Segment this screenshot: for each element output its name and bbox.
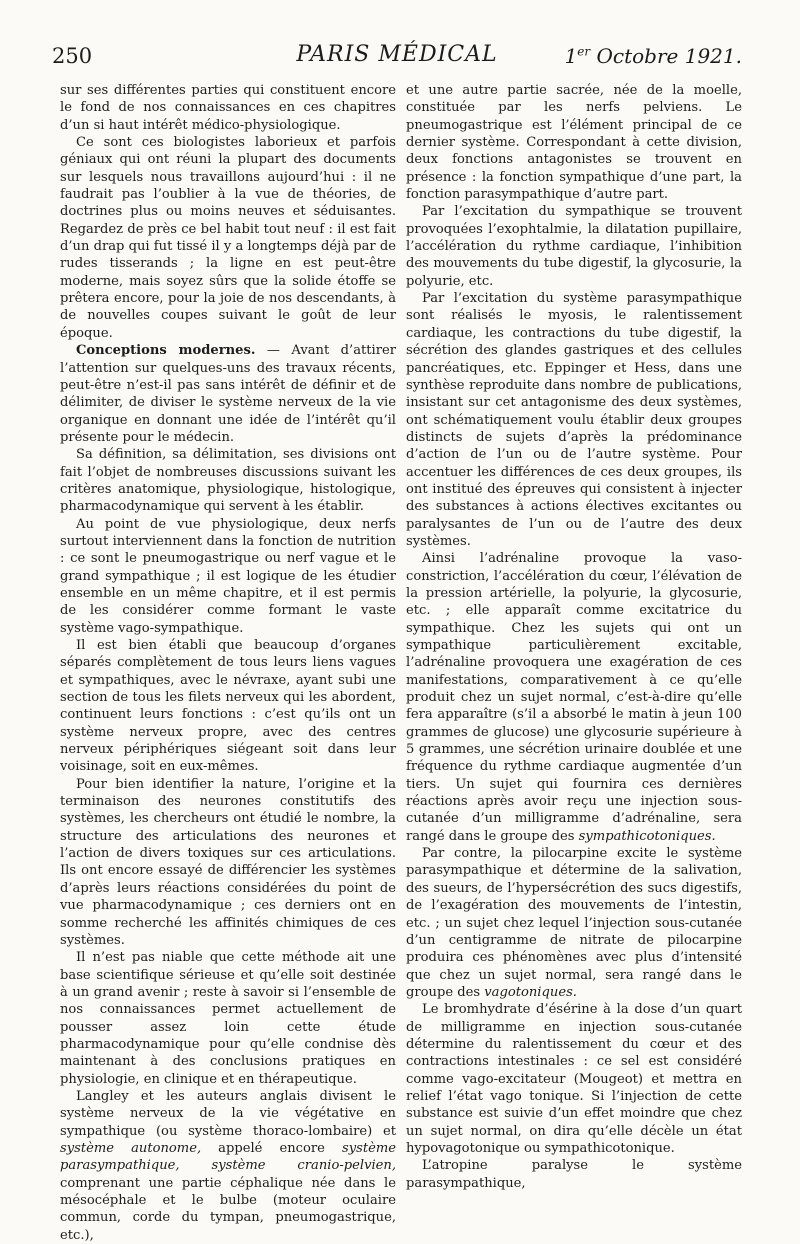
italic-term: système parasympathique, système cranio-pelvien, [60,1140,396,1174]
issue-date [565,44,742,68]
left-column [60,82,396,1244]
paragraph-text: comprenant une partie céphalique née dans le mésocéphale et le bulbe (moteur oculaire commun, corde du tympan, pneumogastrique, etc.), [60,1175,396,1243]
paragraph-text: appelé encore [201,1140,342,1156]
running-header [52,42,742,76]
paragraph: Pour bien identifier la nature, l’origine et la terminaison des neurones constitutifs des systèmes, les chercheurs ont étudié le nombre, la structure des articulations des neurones et l’action de divers toxiques sur ces articulations. Ils ont encore essayé de différencier les systèmes d’après leurs réactions considérées du point de vue pharmacodynamique ; ces derniers ont en somme recherché les affinités chimiques de ces systèmes. [60,776,396,948]
paragraph-text: Ainsi l’adrénaline provoque la vaso-constriction, l’accélération du cœur, l’élévation de la pression artérielle, la polyurie, la glycosurie, etc. ; elle apparaît comme excitatrice du sympathique. Chez les sujets qui ont un sympathique particulièrement excitable, l’adrénaline provoquera une exagération de ces manifestations, comparativement à ce qu’elle produit chez un sujet normal, c’est-à-dire qu’elle fera apparaître (s’il a absorbé le matin à jeun 100 grammes de glucose) une glycosurie supérieure à 5 grammes, une sécrétion urinaire doublée et une fréquence du rythme cardiaque augmentée d’un tiers. Un sujet qui fournira ces dernières réactions après avoir reçu une injection sous-cutanée d’un milligramme d’adrénaline, sera rangé dans le groupe des [406,551,742,844]
section-heading: Conceptions modernes. [76,343,256,359]
paragraph-text: — Avant d’attirer l’attention sur quelques-uns des travaux récents, peut-être n’est-il pas sans intérêt de définir et de délimiter, de diviser le système nerveux de la vie organique en donnant une idée de l’intérêt qu’il présente pour le médecin. [60,343,397,445]
paragraph: Au point de vue physiologique, deux nerfs surtout interviennent dans la fonction de nutrition : ce sont le pneumogastrique ou nerf vague et le grand sympathique ; il est logique de les étudier ensemble en un même chapitre, et il est permis de les considérer comme formant le vaste système vago-sympathique. [60,516,396,636]
paragraph: Sa définition, sa délimitation, ses divisions ont fait l’objet de nombreuses discussions suivant les critères anatomique, physiologique, histologique, pharmacodynamique qui servent à les établir. [60,447,396,515]
date-ordinal: er [577,44,591,59]
italic-term: système autonome, [60,1140,202,1156]
page-number: 250 [52,44,93,68]
paragraph: Ce sont ces biologistes laborieux et parfois géniaux qui ont réuni la plupart des documents sur lesquels nous travaillons aujourd’hui : il ne faudrait pas l’oublier à la vue de théories, de doctrines plus ou moins neuves et séduisantes. Regardez de près ce bel habit tout neuf : il est fait d’un drap qui fut tissé il y a longtemps déjà par de rudes tisserands ; la ligne en est peut-être moderne, mais soyez sûrs que la solide étoffe se prêtera encore, pour la joie de nos descendants, à de nouvelles coupes suivant le goût de leur époque. [60,135,396,341]
italic-term: sympathicotoniques. [578,828,716,844]
date-day: 1 [564,44,578,68]
paragraph: Il est bien établi que beaucoup d’organes séparés complètement de tous leurs liens vagues et sympathiques, avec le névraxe, ayant subi une section de tous les filets nerveux qui les abordent, continuent leurs fonctions : c’est qu’ils ont un système nerveux propre, avec des centres nerveux périphériques siégeant soit dans leur voisinage, soit en eux-mêmes. [60,638,396,775]
paragraph: Par l’excitation du sympathique se trouvent provoquées l’exophtalmie, la dilatation pupillaire, l’accélération du rythme cardiaque, l’inhibition des mouvements du tube digestif, la glycosurie, la polyurie, etc. [406,204,742,289]
paragraph [406,845,742,1001]
paragraph [406,550,742,845]
journal-title: PARIS MÉDICAL [296,42,498,67]
paragraph: et une autre partie sacrée, née de la moelle, constituée par les nerfs pelviens. Le pneumogastrique est l’élément principal de ce dernier système. Correspondant à cette division, deux fonctions antagonistes se trouvent en présence : la fonction sympathique d’une part, la fonction parasympathique d’autre part. [406,83,742,203]
right-column [406,82,742,1192]
paragraph: Il n’est pas niable que cette méthode ait une base scientifique sérieuse et qu’elle soit destinée à un grand avenir ; reste à savoir si l’ensemble de nos connaissances permet actuellement de pousser assez loin cette étude pharmacodynamique pour qu’elle condnise dès maintenant à des conclusions pratiques en physiologie, en clinique et en thérapeutique. [60,950,396,1087]
paragraph: sur ses différentes parties qui constituent encore le fond de nos connaissances en ces chapitres d’un si haut intérêt médico-physiologique. [60,83,396,133]
paragraph: Par l’excitation du système parasympathique sont réalisés le myosis, le ralentissement cardiaque, les contractions du tube digestif, la sécrétion des glandes gastriques et des cellules pancréatiques, etc. Eppinger et Hess, dans une synthèse reproduite dans nombre de publications, insistant sur cet antagonisme des deux systèmes, ont schématiquement voulu établir deux groupes distincts de sujets d’après la prédominance d’action de l’un ou de l’autre système. Pour accentuer les différences de ces deux groupes, ils ont institué des épreuves qui consistent à injecter des substances à actions électives excitantes ou paralysantes de l’un ou de l’autre des deux systèmes. [406,291,742,549]
paragraph-text: Langley et les auteurs anglais divisent le système nerveux de la vie végétative en sympathique (ou système thoraco-lombaire) et [60,1088,396,1139]
paragraph [60,1088,396,1244]
paragraph: L’atropine paralyse le système parasympathique, [406,1158,742,1191]
paragraph: Le bromhydrate d’ésérine à la dose d’un quart de milligramme en injection sous-cutanée détermine du ralentissement du cœur et des contractions intestinales : ce sel est considéré comme vago-excitateur (Mougeot) et mettra en relief l’état vago tonique. Si l’injection de cette substance est suivie d’un effet moindre que chez un sujet normal, on dira qu’elle décèle un état hypovagotonique ou sympathicotonique. [406,1002,742,1156]
paragraph [60,342,396,446]
italic-term: vagotoniques. [484,984,577,1000]
paragraph-text: Par contre, la pilocarpine excite le système parasympathique et détermine de la salivation, des sueurs, de l’hypersécrétion des sucs digestifs, de l’exagération des mouvements de l’intestin, etc. ; un sujet chez lequel l’injection sous-cutanée d’un centigramme de nitrate de pilocarpine produira ces phénomènes avec plus d’intensité que chez un sujet normal, sera rangé dans le groupe des [406,846,742,1000]
date-month-year: Octobre 1921. [590,44,742,68]
